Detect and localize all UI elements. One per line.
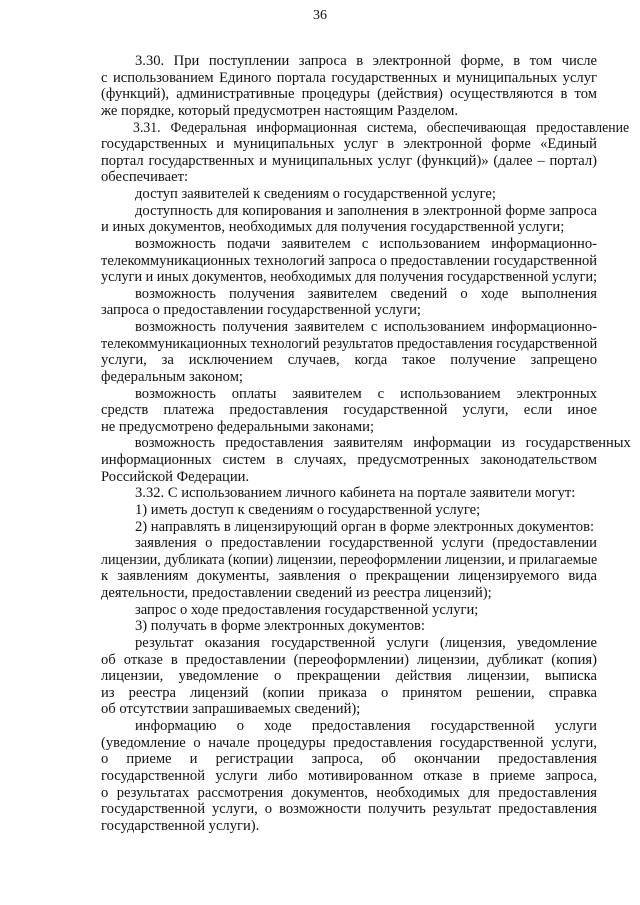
- text-line: доступ заявителей к сведениям о государственной услуге;: [135, 186, 496, 202]
- text-line: и иных документов, необходимых для получения государственной услуги;: [101, 219, 565, 236]
- paragraph: [101, 53, 597, 120]
- text-line: (функций), административные процедуры (действия) осуществляются в том: [101, 86, 597, 103]
- paragraph: [101, 186, 597, 203]
- text-line: федеральным законом;: [101, 368, 243, 385]
- text-line: 3.30. При поступлении запроса в электронной форме, в том числе: [135, 53, 597, 69]
- text-line: к заявлениям документы, заявления о прекращении лицензируемого вида: [101, 568, 597, 585]
- paragraph: [101, 618, 597, 635]
- text-line: из реестра лицензий (копии приказа о принятом решении, справка: [101, 684, 597, 701]
- paragraph: [101, 435, 631, 485]
- paragraph: [101, 718, 597, 834]
- text-line: 3.31. Федеральная информационная система, обеспечивающая предоставление: [133, 119, 630, 136]
- paragraph: [101, 236, 597, 286]
- text-line: деятельности, предоставлении сведений из реестра лицензий);: [101, 585, 492, 601]
- text-line: государственной услуги, о возможности получить результат предоставления: [101, 801, 597, 818]
- document-body: [101, 53, 631, 834]
- text-line: о приеме и регистрации запроса, об окончании предоставления: [101, 751, 597, 768]
- text-line: (уведомление о начале процедуры предоставления государственной услуги,: [101, 734, 597, 751]
- text-line: с использованием Единого портала государственных и муниципальных услуг: [101, 69, 597, 86]
- text-line: портал государственных и муниципальных услуг (функций)» (далее – портал): [101, 152, 597, 169]
- text-line: телекоммуникационных технологий результатов предоставления государственной: [101, 335, 598, 352]
- paragraph: [101, 319, 597, 386]
- text-line: средств платежа предоставления государственной услуги, если иное: [101, 402, 597, 419]
- text-line: доступность для копирования и заполнения в электронной форме запроса: [135, 202, 597, 219]
- paragraph: [101, 519, 597, 536]
- text-line: государственных и муниципальных услуг в электронной форме «Единый: [101, 136, 597, 153]
- paragraph: [101, 535, 597, 602]
- page-number: 36: [313, 8, 327, 23]
- paragraph: [101, 635, 597, 718]
- text-line: лицензии, уведомление о прекращении действия лицензии, выписка: [101, 668, 597, 685]
- text-line: возможность оплаты заявителем с использованием электронных: [135, 385, 597, 402]
- text-line: 1) иметь доступ к сведениям о государственной услуге;: [135, 501, 481, 518]
- paragraph: [101, 485, 597, 502]
- paragraph: [101, 602, 597, 619]
- paragraph: [101, 119, 630, 187]
- text-line: запроса о предоставлении государственной услуги;: [101, 302, 421, 319]
- text-line: услуги, за исключением случаев, когда такое получение запрещено: [101, 352, 597, 369]
- text-line: 3.32. С использованием личного кабинета на портале заявители могут:: [135, 485, 576, 502]
- text-line: государственной услуги либо мотивированном отказе в приеме запроса,: [101, 767, 597, 784]
- paragraph: [101, 203, 597, 236]
- text-line: услуги и иных документов, необходимых для получения государственной услуги;: [101, 269, 598, 286]
- text-line: заявления о предоставлении государственной услуги (предоставлении: [135, 535, 597, 552]
- paragraph: [101, 502, 597, 519]
- text-line: об отказе в предоставлении (переоформлении) лицензии, дубликат (копия): [101, 651, 597, 668]
- paragraph: [101, 286, 597, 319]
- text-line: телекоммуникационных технологий запроса о предоставлении государственной: [101, 252, 597, 269]
- text-line: государственной услуги).: [101, 817, 260, 834]
- paragraph: [101, 386, 597, 436]
- text-line: возможность предоставления заявителям информации из государственных: [134, 435, 631, 452]
- text-line: результат оказания государственной услуги (лицензия, уведомление: [135, 634, 597, 651]
- text-line: запрос о ходе предоставления государственной услуги;: [135, 601, 479, 618]
- text-line: информацию о ходе предоставления государственной услуги: [135, 718, 597, 734]
- text-line: не предусмотрено федеральными законами;: [101, 418, 375, 435]
- text-line: Российской Федерации.: [101, 468, 250, 485]
- text-line: обеспечивает:: [101, 169, 189, 186]
- text-line: возможность получения заявителем с использованием информационно-: [135, 319, 597, 335]
- text-line: о результатах рассмотрения документов, необходимых для предоставления: [101, 784, 597, 801]
- text-line: 2) направлять в лицензирующий орган в форме электронных документов:: [135, 518, 595, 535]
- text-line: же порядке, который предусмотрен настоящим Разделом.: [101, 102, 459, 119]
- text-line: лицензии, дубликата (копии) лицензии, переоформлении лицензии, и прилагаемые: [101, 551, 598, 568]
- text-line: информационных систем в случаях, предусмотренных законодательством: [101, 452, 597, 468]
- text-line: возможность получения заявителем сведений о ходе выполнения: [135, 285, 597, 302]
- text-line: 3) получать в форме электронных документов:: [135, 618, 425, 635]
- text-line: возможность подачи заявителем с использованием информационно-: [135, 235, 597, 252]
- text-line: об отсутствии запрашиваемых сведений);: [101, 701, 361, 718]
